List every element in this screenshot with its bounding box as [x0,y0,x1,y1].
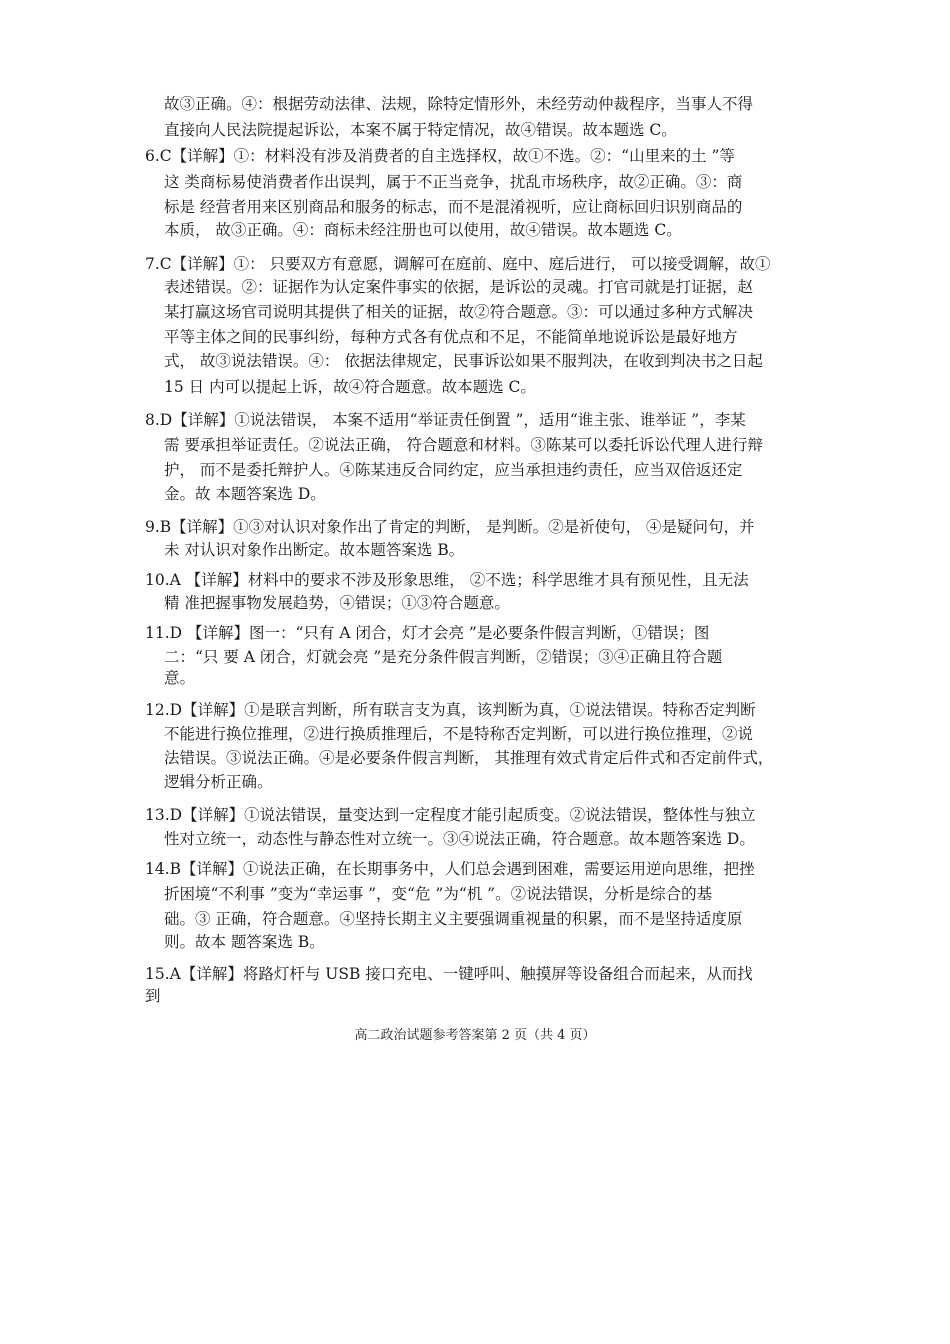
text-line: 逻辑分析正确。 [164,773,273,791]
text-line: 意。 [164,669,196,687]
text-line: 性对立统一，动态性与静态性对立统一。③④说法正确，符合题意。故本题答案选 D。 [164,830,755,848]
text-line: 二：“只 要 A 闭合，灯就会亮 ”是充分条件假言判断，②错误；③④正确且符合题 [164,648,723,666]
answer-9: 9.B【详解】①③对认识对象作出了肯定的判断， 是判断。②是祈使句， ④是疑问句，并 [145,518,755,536]
text-line: 标是 经营者用来区别商品和服务的标志，而不是混淆视听，应让商标回归识别商品的 [164,198,743,216]
answer-10: 10.A 【详解】材料中的要求不涉及形象思维， ②不选；科学思维才具有预见性，且无法 [145,571,749,589]
text-line: 法错误。③说法正确。④是必要条件假言判断， 其推理有效式肯定后件式和否定前件式， [164,749,774,767]
text-line: 未 对认识对象作出断定。故本题答案选 B。 [164,541,465,559]
text-line: 不能进行换位推理，②进行换质推理后，不是特称否定判断，可以进行换位推理，②说 [164,725,754,743]
text-line: 平等主体之间的民事纠纷，每种方式各有优点和不足，不能简单地说诉讼是最好地方 [164,328,738,346]
text-line: 到 [145,987,161,1005]
text-line: 金。故 本题答案选 D。 [164,485,326,503]
text-line: 某打赢这场官司说明其提供了相关的证据，故②符合题意。③：可以通过多种方式解决 [164,303,754,321]
text-line: 需 要承担举证责任。②说法正确， 符合题意和材料。③陈某可以委托诉讼代理人进行辩 [164,436,763,454]
text-line: 这 类商标易使消费者作出误判，属于不正当竞争，扰乱市场秩序，故②正确。③：商 [164,173,743,191]
text-line: 则。故本 题答案选 B。 [164,933,325,951]
text-line: 直接向人民法院提起诉讼，本案不属于特定情况，故④错误。故本题选 C。 [164,121,677,139]
answer-14: 14.B【详解】①说法正确，在长期事务中，人们总会遇到困难，需要运用逆向思维，把挫 [145,860,755,878]
text-line: 础。③ 正确，符合题意。④坚持长期主义主要强调重视量的积累，而不是坚持适度原 [164,910,743,928]
answer-15: 15.A【详解】将路灯杆与 USB 接口充电、一键呼叫、触摸屏等设备组合而起来，从而找 [145,965,753,983]
text-line: 精 准把握事物发展趋势，④错误；①③符合题意。 [164,594,510,612]
answer-11: 11.D 【详解】图一：“只有 A 闭合，灯才会亮 ”是必要条件假言判断，①错误；图 [145,624,710,642]
text-line: 式， 故③说法错误。④： 依据法律规定，民事诉讼如果不服判决，在收到判决书之日起 [164,352,763,370]
answer-13: 13.D【详解】①说法错误，量变达到一定程度才能引起质变。②说法错误，整体性与独立 [145,806,756,824]
text-line: 15 日 内可以提起上诉，故④符合题意。故本题选 C。 [164,378,536,396]
answer-12: 12.D【详解】①是联言判断，所有联言支为真，该判断为真，①说法错误。特称否定判断 [145,701,756,719]
page-footer: 高二政治试题参考答案第 2 页（共 4 页） [354,1028,596,1043]
text-line: 表述错误。②：证据作为认定案件事实的依据，是诉讼的灵魂。打官司就是打证据，赵 [164,278,754,296]
text-line: 折困境“不利事 ”变为“幸运事 ”，变“危 ”为“机 ”。②说法错误，分析是综合的基 [164,885,713,903]
answer-7: 7.C【详解】①： 只要双方有意愿，调解可在庭前、庭中、庭后进行， 可以接受调解，故① [145,255,771,273]
text-line: 护， 而不是委托辩护人。④陈某违反合同约定，应当承担违约责任，应当双倍返还定 [164,461,743,479]
text-line: 故③正确。④：根据劳动法律、法规，除特定情形外，未经劳动仲裁程序，当事人不得 [164,95,754,113]
text-line: 本质， 故③正确。④：商标未经注册也可以使用，故④错误。故本题选 C。 [164,221,682,239]
answer-8: 8.D【详解】①说法错误， 本案不适用“举证责任倒置 ”，适用“谁主张、谁举证 ”，李某 [145,411,746,429]
answer-6: 6.C【详解】①：材料没有涉及消费者的自主选择权，故①不选。②：“山里来的土 ”等 [145,147,735,165]
